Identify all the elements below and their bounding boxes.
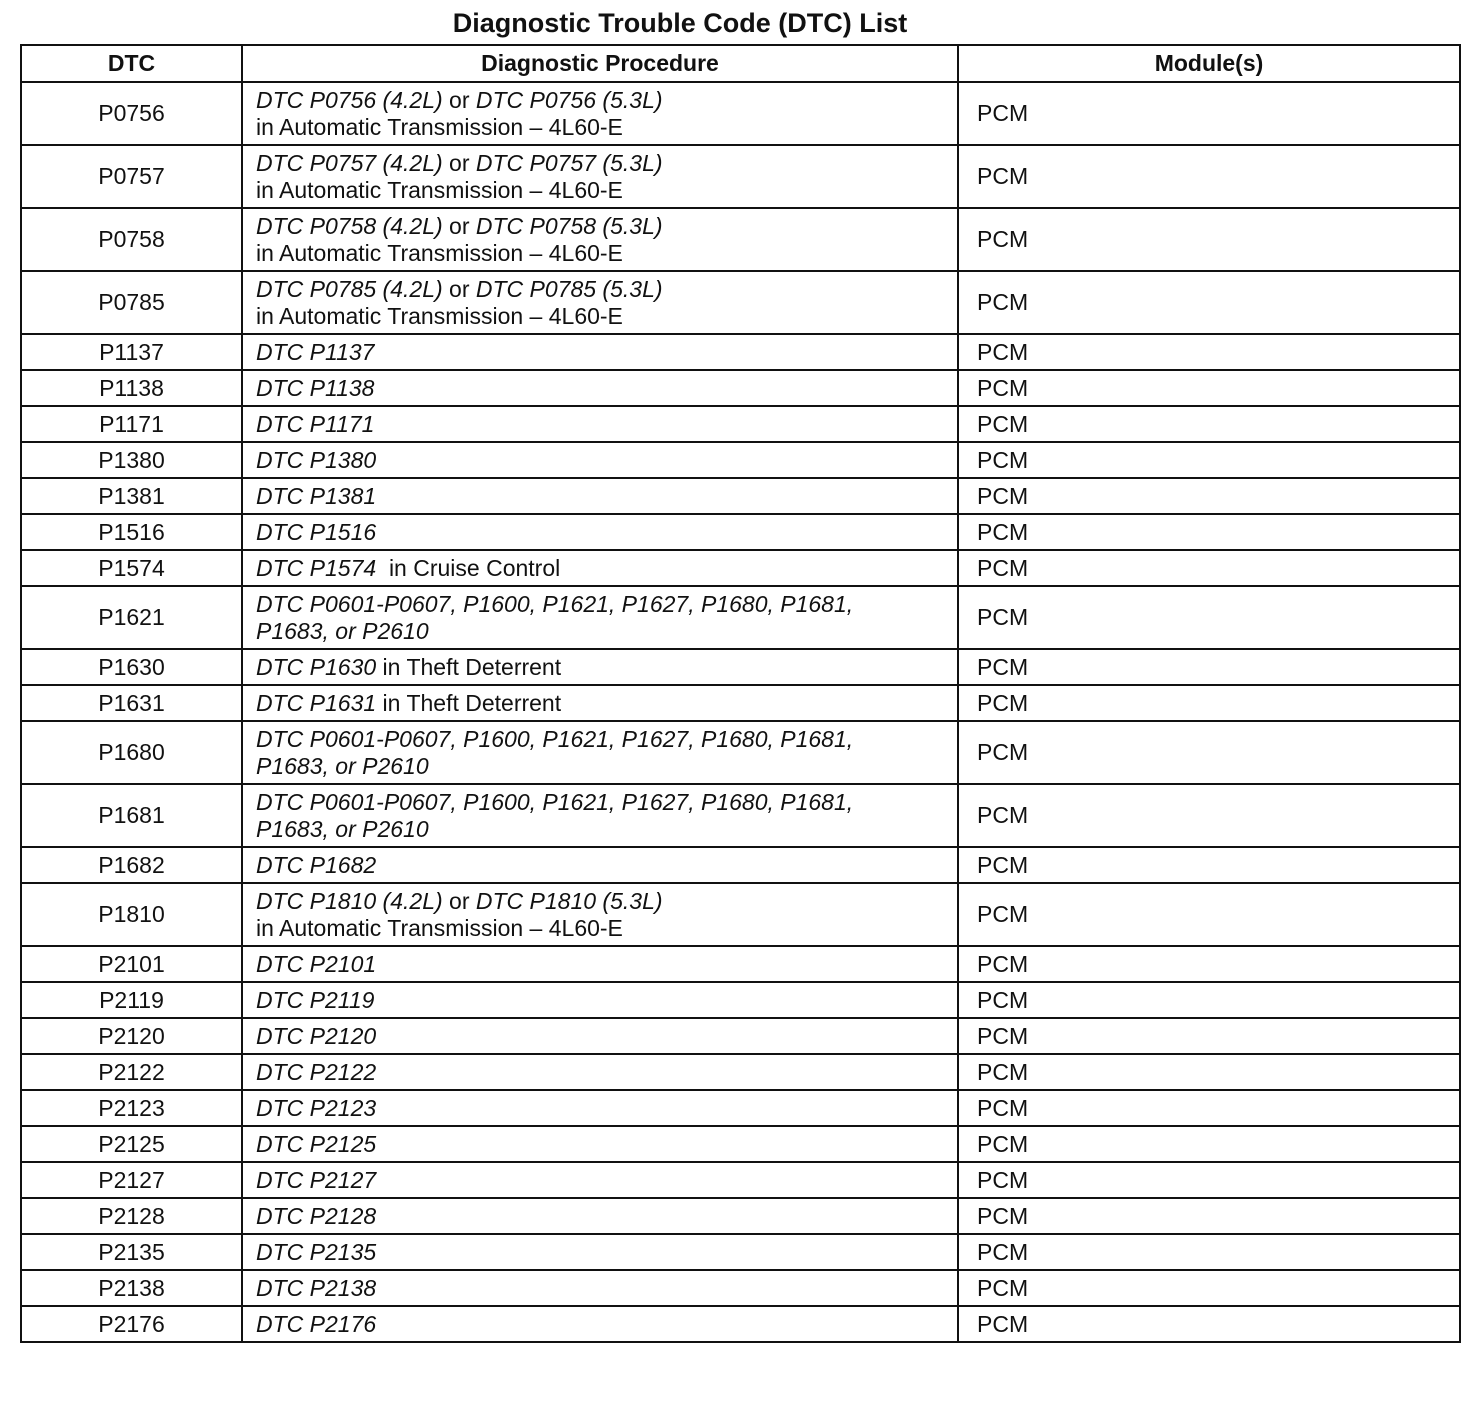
module-name: PCM (958, 847, 1460, 883)
procedure-text: in Theft Deterrent (376, 689, 562, 716)
module-name: PCM (958, 1126, 1460, 1162)
diagnostic-procedure (242, 271, 958, 334)
procedure-link-text: DTC P2127 (256, 1166, 377, 1193)
module-name: PCM (958, 478, 1460, 514)
procedure-link-text: DTC P1516 (256, 518, 377, 545)
diagnostic-procedure (242, 784, 958, 847)
procedure-line (256, 618, 957, 645)
dtc-code: P1681 (21, 784, 242, 847)
procedure-text: or (442, 86, 476, 113)
procedure-link-text: DTC P0757 (5.3L) (475, 149, 663, 176)
procedure-link-text: DTC P0601-P0607, P1600, P1621, P1627, P1680, P1681, (256, 590, 854, 617)
diagnostic-procedure (242, 721, 958, 784)
diagnostic-procedure (242, 1054, 958, 1090)
diagnostic-procedure (242, 1270, 958, 1306)
diagnostic-procedure (242, 1090, 958, 1126)
procedure-text: in Automatic Transmission – 4L60-E (256, 113, 623, 140)
procedure-line (256, 1167, 957, 1194)
table-row (21, 406, 1460, 442)
procedure-line (256, 816, 957, 843)
dtc-code: P1810 (21, 883, 242, 946)
module-name: PCM (958, 82, 1460, 145)
page-title: Diagnostic Trouble Code (DTC) List (452, 8, 908, 38)
module-name: PCM (958, 883, 1460, 946)
module-name: PCM (958, 946, 1460, 982)
module-name: PCM (958, 721, 1460, 784)
module-name: PCM (958, 1270, 1460, 1306)
procedure-line (256, 177, 957, 204)
procedure-line (256, 789, 957, 816)
diagnostic-procedure (242, 1126, 958, 1162)
procedure-link-text: DTC P1682 (256, 851, 377, 878)
table-row (21, 721, 1460, 784)
dtc-code: P1138 (21, 370, 242, 406)
diagnostic-procedure (242, 649, 958, 685)
procedure-link-text: DTC P0785 (4.2L) (256, 275, 443, 302)
procedure-link-text: DTC P1631 (256, 689, 377, 716)
diagnostic-procedure (242, 1018, 958, 1054)
module-name: PCM (958, 550, 1460, 586)
procedure-link-text: P1683, or P2610 (256, 617, 429, 644)
dtc-code: P1516 (21, 514, 242, 550)
procedure-line (256, 987, 957, 1014)
table-row (21, 946, 1460, 982)
module-name: PCM (958, 685, 1460, 721)
procedure-line (256, 114, 957, 141)
table-row (21, 550, 1460, 586)
table-row (21, 784, 1460, 847)
table-header-row (21, 45, 1460, 82)
procedure-line (256, 888, 957, 915)
dtc-code: P1171 (21, 406, 242, 442)
table-row (21, 982, 1460, 1018)
dtc-code: P2176 (21, 1306, 242, 1342)
table-row (21, 847, 1460, 883)
diagnostic-procedure (242, 550, 958, 586)
procedure-link-text: DTC P0757 (4.2L) (256, 149, 443, 176)
procedure-line (256, 951, 957, 978)
procedure-link-text: DTC P2176 (256, 1310, 377, 1337)
module-name: PCM (958, 1162, 1460, 1198)
procedure-line (256, 150, 957, 177)
module-name: PCM (958, 982, 1460, 1018)
procedure-link-text: DTC P2123 (256, 1094, 377, 1121)
dtc-code: P1381 (21, 478, 242, 514)
procedure-text: in Theft Deterrent (376, 653, 562, 680)
procedure-line (256, 375, 957, 402)
procedure-line (256, 519, 957, 546)
module-name: PCM (958, 271, 1460, 334)
procedure-link-text: DTC P0758 (5.3L) (475, 212, 663, 239)
diagnostic-procedure (242, 208, 958, 271)
table-row (21, 883, 1460, 946)
dtc-code: P0757 (21, 145, 242, 208)
dtc-code: P1631 (21, 685, 242, 721)
table-row (21, 442, 1460, 478)
procedure-link-text: DTC P2128 (256, 1202, 377, 1229)
procedure-line (256, 213, 957, 240)
table-row (21, 1234, 1460, 1270)
dtc-code: P0758 (21, 208, 242, 271)
procedure-link-text: DTC P1574 (256, 554, 377, 581)
diagnostic-procedure (242, 145, 958, 208)
procedure-line (256, 726, 957, 753)
procedure-line (256, 555, 957, 582)
table-row (21, 478, 1460, 514)
procedure-link-text: DTC P2119 (256, 986, 375, 1013)
dtc-code: P0785 (21, 271, 242, 334)
procedure-line (256, 483, 957, 510)
procedure-line (256, 1095, 957, 1122)
procedure-line (256, 1203, 957, 1230)
diagnostic-procedure (242, 1198, 958, 1234)
module-name: PCM (958, 334, 1460, 370)
procedure-text: in Automatic Transmission – 4L60-E (256, 239, 623, 266)
procedure-line (256, 753, 957, 780)
procedure-link-text: DTC P0601-P0607, P1600, P1621, P1627, P1680, P1681, (256, 788, 854, 815)
procedure-link-text: DTC P1380 (256, 446, 377, 473)
procedure-text: or (442, 149, 476, 176)
procedure-line (256, 411, 957, 438)
module-name: PCM (958, 586, 1460, 649)
dtc-code: P0756 (21, 82, 242, 145)
table-row (21, 514, 1460, 550)
dtc-code: P2119 (21, 982, 242, 1018)
procedure-link-text: DTC P2125 (256, 1130, 377, 1157)
dtc-column-header: DTC (21, 45, 242, 82)
table-row (21, 1054, 1460, 1090)
diagnostic-procedure (242, 334, 958, 370)
procedure-line (256, 1275, 957, 1302)
dtc-code: P1137 (21, 334, 242, 370)
procedure-text: or (442, 212, 476, 239)
dtc-code: P2128 (21, 1198, 242, 1234)
diagnostic-procedure (242, 370, 958, 406)
procedure-link-text: DTC P0601-P0607, P1600, P1621, P1627, P1680, P1681, (256, 725, 854, 752)
procedure-line (256, 276, 957, 303)
diagnostic-procedure (242, 82, 958, 145)
table-row (21, 1090, 1460, 1126)
diagnostic-procedure (242, 1306, 958, 1342)
dtc-code: P2135 (21, 1234, 242, 1270)
procedure-line (256, 1023, 957, 1050)
table-row (21, 685, 1460, 721)
procedure-link-text: DTC P0785 (5.3L) (475, 275, 663, 302)
table-row (21, 1198, 1460, 1234)
procedure-line (256, 339, 957, 366)
module-name: PCM (958, 145, 1460, 208)
module-name: PCM (958, 370, 1460, 406)
module-name: PCM (958, 1054, 1460, 1090)
diagnostic-procedure (242, 478, 958, 514)
procedure-link-text: DTC P2135 (256, 1238, 377, 1265)
dtc-code: P2122 (21, 1054, 242, 1090)
module-name: PCM (958, 649, 1460, 685)
procedure-link-text: DTC P2122 (256, 1058, 377, 1085)
module-name: PCM (958, 514, 1460, 550)
module-name: PCM (958, 1018, 1460, 1054)
procedure-text: in Automatic Transmission – 4L60-E (256, 302, 623, 329)
table-row (21, 1162, 1460, 1198)
module-name: PCM (958, 1234, 1460, 1270)
procedure-link-text: DTC P1138 (256, 374, 375, 401)
procedure-line (256, 591, 957, 618)
table-row (21, 334, 1460, 370)
dtc-code: P2138 (21, 1270, 242, 1306)
diagnostic-procedure (242, 406, 958, 442)
procedure-column-header: Diagnostic Procedure (242, 45, 958, 82)
diagnostic-procedure (242, 982, 958, 1018)
module-name: PCM (958, 406, 1460, 442)
procedure-text: in Automatic Transmission – 4L60-E (256, 914, 623, 941)
dtc-code: P2125 (21, 1126, 242, 1162)
procedure-link-text: DTC P1810 (4.2L) (256, 887, 443, 914)
procedure-line (256, 690, 957, 717)
dtc-code: P2120 (21, 1018, 242, 1054)
procedure-link-text: DTC P1171 (256, 410, 375, 437)
module-name: PCM (958, 1198, 1460, 1234)
dtc-table (20, 44, 1461, 1343)
table-row (21, 271, 1460, 334)
dtc-code: P1630 (21, 649, 242, 685)
procedure-line (256, 87, 957, 114)
diagnostic-procedure (242, 442, 958, 478)
module-name: PCM (958, 1306, 1460, 1342)
procedure-link-text: DTC P0756 (5.3L) (475, 86, 663, 113)
procedure-link-text: DTC P2120 (256, 1022, 377, 1049)
table-body (21, 82, 1460, 1342)
diagnostic-procedure (242, 1234, 958, 1270)
procedure-link-text: DTC P1810 (5.3L) (475, 887, 663, 914)
dtc-code: P2127 (21, 1162, 242, 1198)
module-name: PCM (958, 784, 1460, 847)
table-row (21, 208, 1460, 271)
dtc-code: P1682 (21, 847, 242, 883)
table-row (21, 1306, 1460, 1342)
diagnostic-procedure (242, 883, 958, 946)
procedure-link-text: DTC P2138 (256, 1274, 377, 1301)
table-row (21, 649, 1460, 685)
table-row (21, 586, 1460, 649)
table-row (21, 370, 1460, 406)
procedure-link-text: P1683, or P2610 (256, 752, 429, 779)
diagnostic-procedure (242, 514, 958, 550)
procedure-line (256, 852, 957, 879)
dtc-code: P1574 (21, 550, 242, 586)
dtc-code: P2123 (21, 1090, 242, 1126)
procedure-link-text: DTC P0758 (4.2L) (256, 212, 443, 239)
procedure-link-text: P1683, or P2610 (256, 815, 429, 842)
diagnostic-procedure (242, 847, 958, 883)
dtc-code: P1380 (21, 442, 242, 478)
dtc-code: P2101 (21, 946, 242, 982)
procedure-line (256, 1239, 957, 1266)
procedure-link-text: DTC P1137 (256, 338, 375, 365)
procedure-line (256, 1311, 957, 1338)
procedure-line (256, 1131, 957, 1158)
diagnostic-procedure (242, 586, 958, 649)
procedure-line (256, 1059, 957, 1086)
dtc-code: P1680 (21, 721, 242, 784)
diagnostic-procedure (242, 685, 958, 721)
procedure-link-text: DTC P2101 (256, 950, 377, 977)
procedure-line (256, 915, 957, 942)
module-name: PCM (958, 442, 1460, 478)
procedure-text: or (442, 275, 476, 302)
procedure-line (256, 654, 957, 681)
module-column-header: Module(s) (958, 45, 1460, 82)
procedure-link-text: DTC P1630 (256, 653, 377, 680)
table-row (21, 1270, 1460, 1306)
dtc-code: P1621 (21, 586, 242, 649)
table-row (21, 1126, 1460, 1162)
procedure-link-text: DTC P1381 (256, 482, 377, 509)
procedure-text: in Cruise Control (376, 554, 561, 581)
procedure-link-text: DTC P0756 (4.2L) (256, 86, 443, 113)
procedure-text: or (442, 887, 476, 914)
procedure-text: in Automatic Transmission – 4L60-E (256, 176, 623, 203)
table-row (21, 82, 1460, 145)
table-row (21, 145, 1460, 208)
procedure-line (256, 447, 957, 474)
diagnostic-procedure (242, 1162, 958, 1198)
procedure-line (256, 240, 957, 267)
table-row (21, 1018, 1460, 1054)
module-name: PCM (958, 208, 1460, 271)
module-name: PCM (958, 1090, 1460, 1126)
diagnostic-procedure (242, 946, 958, 982)
procedure-line (256, 303, 957, 330)
